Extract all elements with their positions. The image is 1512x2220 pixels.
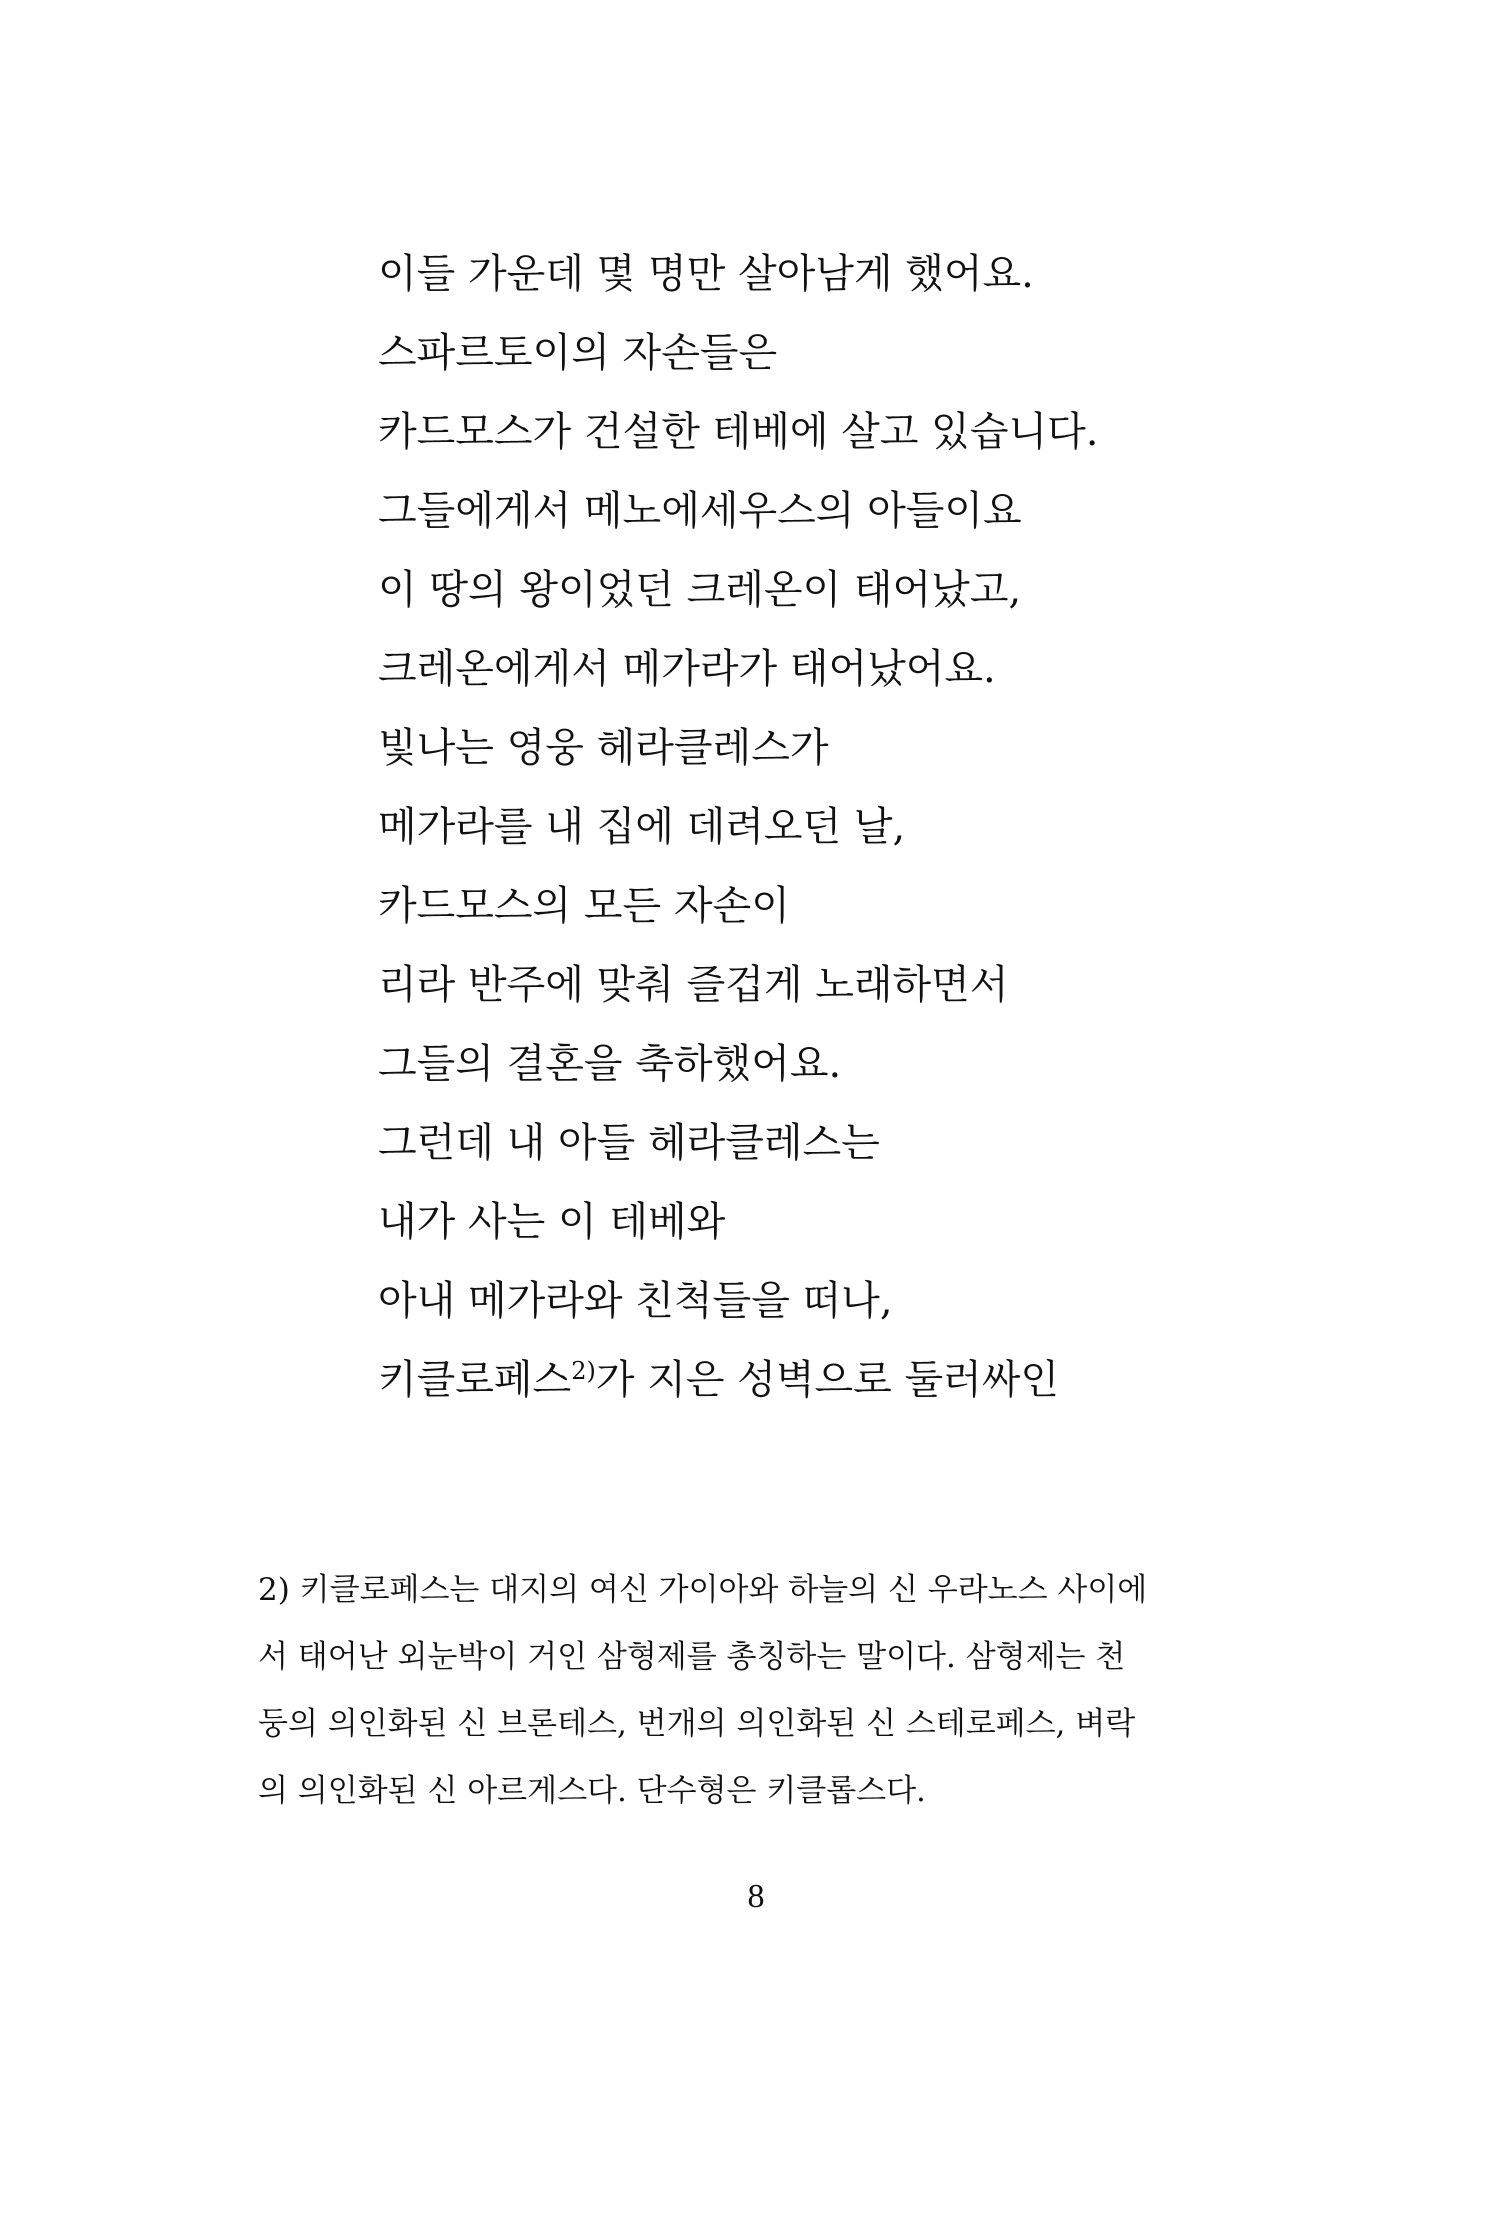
verse-line-last (378, 1354, 1378, 1433)
verse-line: 크레온에게서 메가라가 태어났어요. (378, 646, 996, 692)
footnote-line: 서 태어난 외눈박이 거인 삼형제를 총칭하는 말이다. 삼형제는 천 (258, 1639, 1126, 1675)
verse-line: 그들에게서 메노에세우스의 아들이요 (378, 488, 1022, 534)
verse-line: 스파르토이의 자손들은 (378, 330, 778, 376)
verse-line: 메가라를 내 집에 데려오던 날, (378, 804, 906, 850)
verse-line: 이 땅의 왕이었던 크레온이 태어났고, (378, 567, 1022, 613)
verse-text: 가 지은 성벽으로 둘러싸인 (595, 1357, 1060, 1403)
verse-line: 빛나는 영웅 헤라클레스가 (378, 725, 829, 771)
verse-line: 리라 반주에 맞춰 즐겁게 노래하면서 (378, 962, 1009, 1008)
verse-line: 내가 사는 이 테베와 (378, 1199, 726, 1245)
verse-line: 이들 가운데 몇 명만 살아남게 했어요. (378, 251, 1034, 297)
verse-line: 그들의 결혼을 축하했어요. (378, 1041, 842, 1087)
footnote-reference: 2) (571, 1357, 596, 1385)
page-number: 8 (747, 1878, 765, 1915)
footnote-block (258, 1568, 1258, 1836)
footnote-line: 둥의 의인화된 신 브론테스, 번개의 의인화된 신 스테로페스, 벼락 (258, 1706, 1136, 1742)
footnote-line: 의 의인화된 신 아르게스다. 단수형은 키클롭스다. (258, 1773, 926, 1809)
footnote-line: 2) 키클로페스는 대지의 여신 가이아와 하늘의 신 우라노스 사이에 (258, 1572, 1148, 1608)
verse-text: 키클로페스 (378, 1357, 572, 1403)
verse-line: 아내 메가라와 친척들을 떠나, (378, 1278, 893, 1324)
verse-line: 카드모스의 모든 자손이 (378, 883, 790, 929)
verse-line: 그런데 내 아들 헤라클레스는 (378, 1120, 880, 1166)
verse-block (378, 248, 1378, 1433)
verse-line: 카드모스가 건설한 테베에 살고 있습니다. (378, 409, 1099, 455)
